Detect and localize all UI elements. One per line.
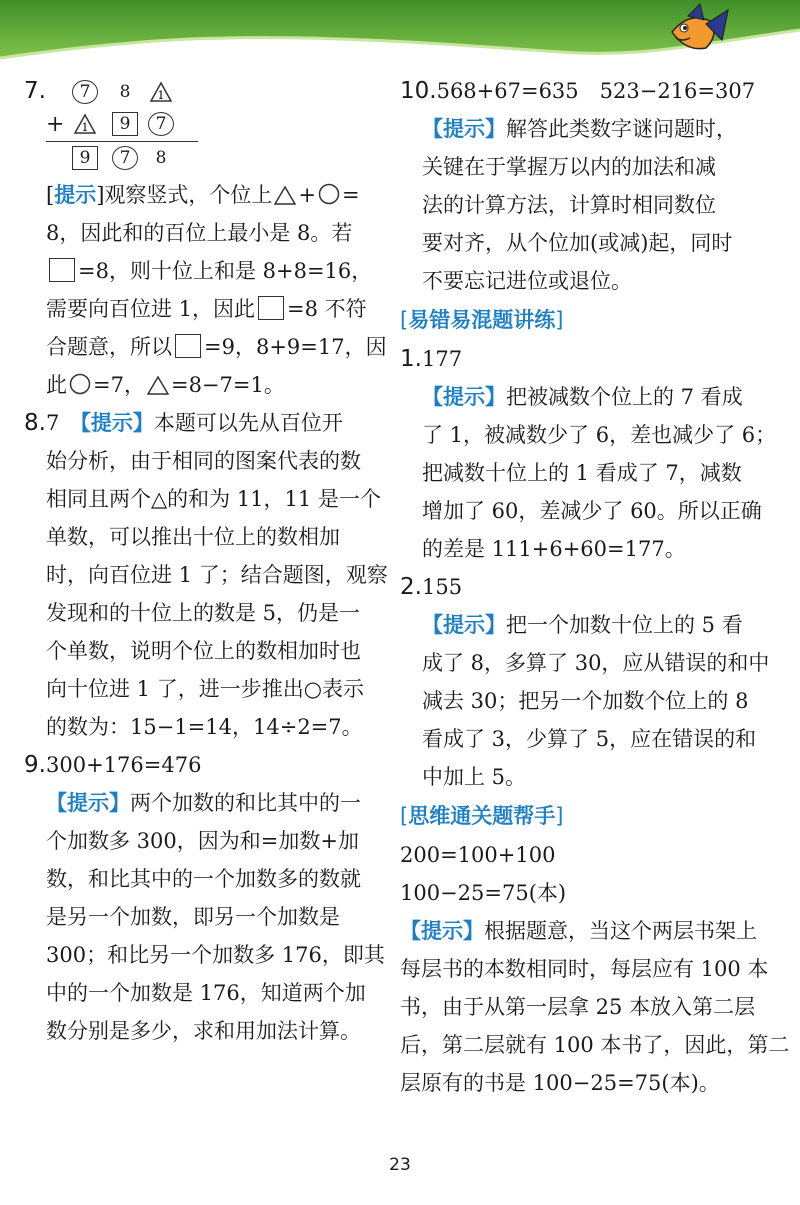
q7-hint-line: 需要向百位进 1，因此 =8 不符 (46, 297, 367, 321)
q9-hint-line: 300；和比另一个加数多 176，即其 (46, 943, 385, 967)
e1-hint-line: 把减数十位上的 1 看成了 7，减数 (422, 461, 742, 485)
q8-hint-line: 向十位进 1 了，进一步推出○表示 (46, 677, 365, 701)
q7-hint-line: 此 =7， =8−7=1。 (46, 373, 285, 397)
v-circle-cell: 7 (148, 112, 174, 136)
q8-hint-line: 的数为：15−1=14，14÷2=7。 (46, 715, 363, 739)
e2-line (400, 568, 776, 606)
q10-line (400, 72, 776, 110)
v-square-cell: 9 (72, 146, 98, 170)
e1-line (400, 340, 776, 378)
triangle-icon (147, 376, 169, 395)
e1-hint-line: 【提示】把被减数个位上的 7 看成 (422, 385, 743, 409)
v-sum-line (46, 141, 198, 142)
e1-answer: 177 (422, 347, 463, 371)
v-triangle-cell (72, 112, 98, 136)
q9-hint-line: 数分别是多少，求和用加法计算。 (46, 1019, 361, 1043)
think-equation: 200=100+100 (400, 843, 556, 867)
svg-text:1: 1 (157, 89, 165, 102)
think-hint-line: 【提示】根据题意，当这个两层书架上 (400, 919, 757, 943)
e2-answer: 155 (422, 575, 463, 599)
v-plus-sign: + (46, 112, 65, 137)
q10-hint-line: 关键在于掌握万以内的加法和减 (422, 155, 716, 179)
think-hint-line: 书，由于从第一层拿 25 本放入第二层 (400, 995, 756, 1019)
q8-answer: 7 (46, 411, 60, 435)
q8-hint-line: 发现和的十位上的数是 5，仍是一 (46, 601, 361, 625)
e2-hint-line: 中加上 5。 (422, 765, 527, 789)
q9-answer: 300+176=476 (46, 753, 202, 777)
q8-number: 8. (24, 410, 46, 436)
q10-answer: 568+67=635 523−216=307 (436, 79, 756, 103)
svg-text:1: 1 (81, 121, 89, 134)
e2-hint-line: 看成了 3，少算了 5，应在错误的和 (422, 727, 757, 751)
q7-number: 7. (24, 78, 46, 104)
circle-icon (318, 183, 340, 205)
q9-hint-line: 是另一个加数，即另一个加数是 (46, 905, 340, 929)
e1-hint-line: 了 1，被减数少了 6，差也减少了 6； (422, 423, 777, 447)
square-icon (49, 258, 75, 282)
e2-number: 2. (400, 574, 422, 600)
q9-hint-line: 个加数多 300，因为和=加数+加 (46, 829, 359, 853)
q8-hint-line: 相同且两个△的和为 11，11 是一个 (46, 487, 381, 511)
think-hint-line: 每层书的本数相同时，每层应有 100 本 (400, 957, 769, 981)
section-heading-errors: [易错易混题讲练] (400, 308, 564, 332)
v-triangle-cell (148, 80, 174, 104)
q8-line: 8.7 【提示】本题可以先从百位开 (24, 404, 384, 442)
header-banner (0, 0, 800, 62)
e2-hint-line: 减去 30；把另一个加数个位上的 8 (422, 689, 749, 713)
hint-label: 提示 (54, 183, 97, 207)
e2-hint-line: 成了 8，多算了 30，应从错误的和中 (422, 651, 770, 675)
q10-hint-line: 【提示】解答此类数字谜问题时， (422, 117, 737, 141)
q10-hint-line: 要对齐，从个位加(或减)起，同时 (422, 231, 733, 255)
q8-hint-line: 时，向百位进 1 了；结合题图，观察 (46, 563, 388, 587)
q9-hint-line: 数，和比其中的一个加数多的数就 (46, 867, 361, 891)
q10-hint-line: 法的计算方法，计算时相同数位 (422, 193, 716, 217)
v-circle-cell: 7 (72, 80, 98, 104)
q7-hint-line: =8，则十位上和是 8+8=16， (24, 252, 384, 290)
section-heading-thinking: [思维通关题帮手] (400, 804, 564, 828)
think-hint-line: 后，第二层就有 100 本书了，因此，第二 (400, 1033, 790, 1057)
right-column (400, 72, 790, 1102)
q8-hint-line: 始分析，由于相同的图案代表的数 (46, 449, 361, 473)
e1-hint-line: 的差是 111+6+60=177。 (422, 537, 686, 561)
triangle-icon (274, 186, 296, 205)
q10-number: 10. (400, 78, 437, 104)
v-circle-cell: 7 (112, 146, 138, 170)
square-icon (175, 334, 201, 358)
v-digit-cell: 8 (155, 148, 167, 168)
think-equation: 100−25=75(本) (400, 881, 567, 905)
q9-number: 9. (24, 752, 46, 778)
q8-hint-line: 单数，可以推出十位上的数相加 (46, 525, 340, 549)
e1-number: 1. (400, 346, 422, 372)
q8-hint-line: 个单数，说明个位上的数相加时也 (46, 639, 361, 663)
think-hint-line: 层原有的书是 100−25=75(本)。 (400, 1071, 720, 1095)
circle-icon (69, 373, 91, 395)
q7-hint-line: [提示]观察竖式，个位上 + = (46, 183, 360, 207)
q7-vertical-addition (24, 72, 384, 172)
e1-hint-line: 增加了 60，差减少了 60。所以正确 (422, 499, 762, 523)
q7-hint-line: 合题意，所以 =9，8+9=17，因 (46, 335, 387, 359)
v-square-cell: 9 (112, 112, 138, 136)
e2-hint-line: 【提示】把一个加数十位上的 5 看 (422, 613, 743, 637)
q10-hint-line: 不要忘记进位或退位。 (422, 269, 632, 293)
page-number: 23 (389, 1155, 411, 1175)
left-column (24, 72, 388, 1050)
square-icon (258, 296, 284, 320)
q9-hint-line: 中的一个加数是 176，知道两个加 (46, 981, 366, 1005)
q9-line (24, 746, 384, 784)
v-digit-cell: 8 (119, 82, 131, 102)
q9-hint-line: 【提示】两个加数的和比其中的一 (46, 791, 361, 815)
q7-hint-line: 8，因此和的百位上最小是 8。若 (46, 221, 353, 245)
